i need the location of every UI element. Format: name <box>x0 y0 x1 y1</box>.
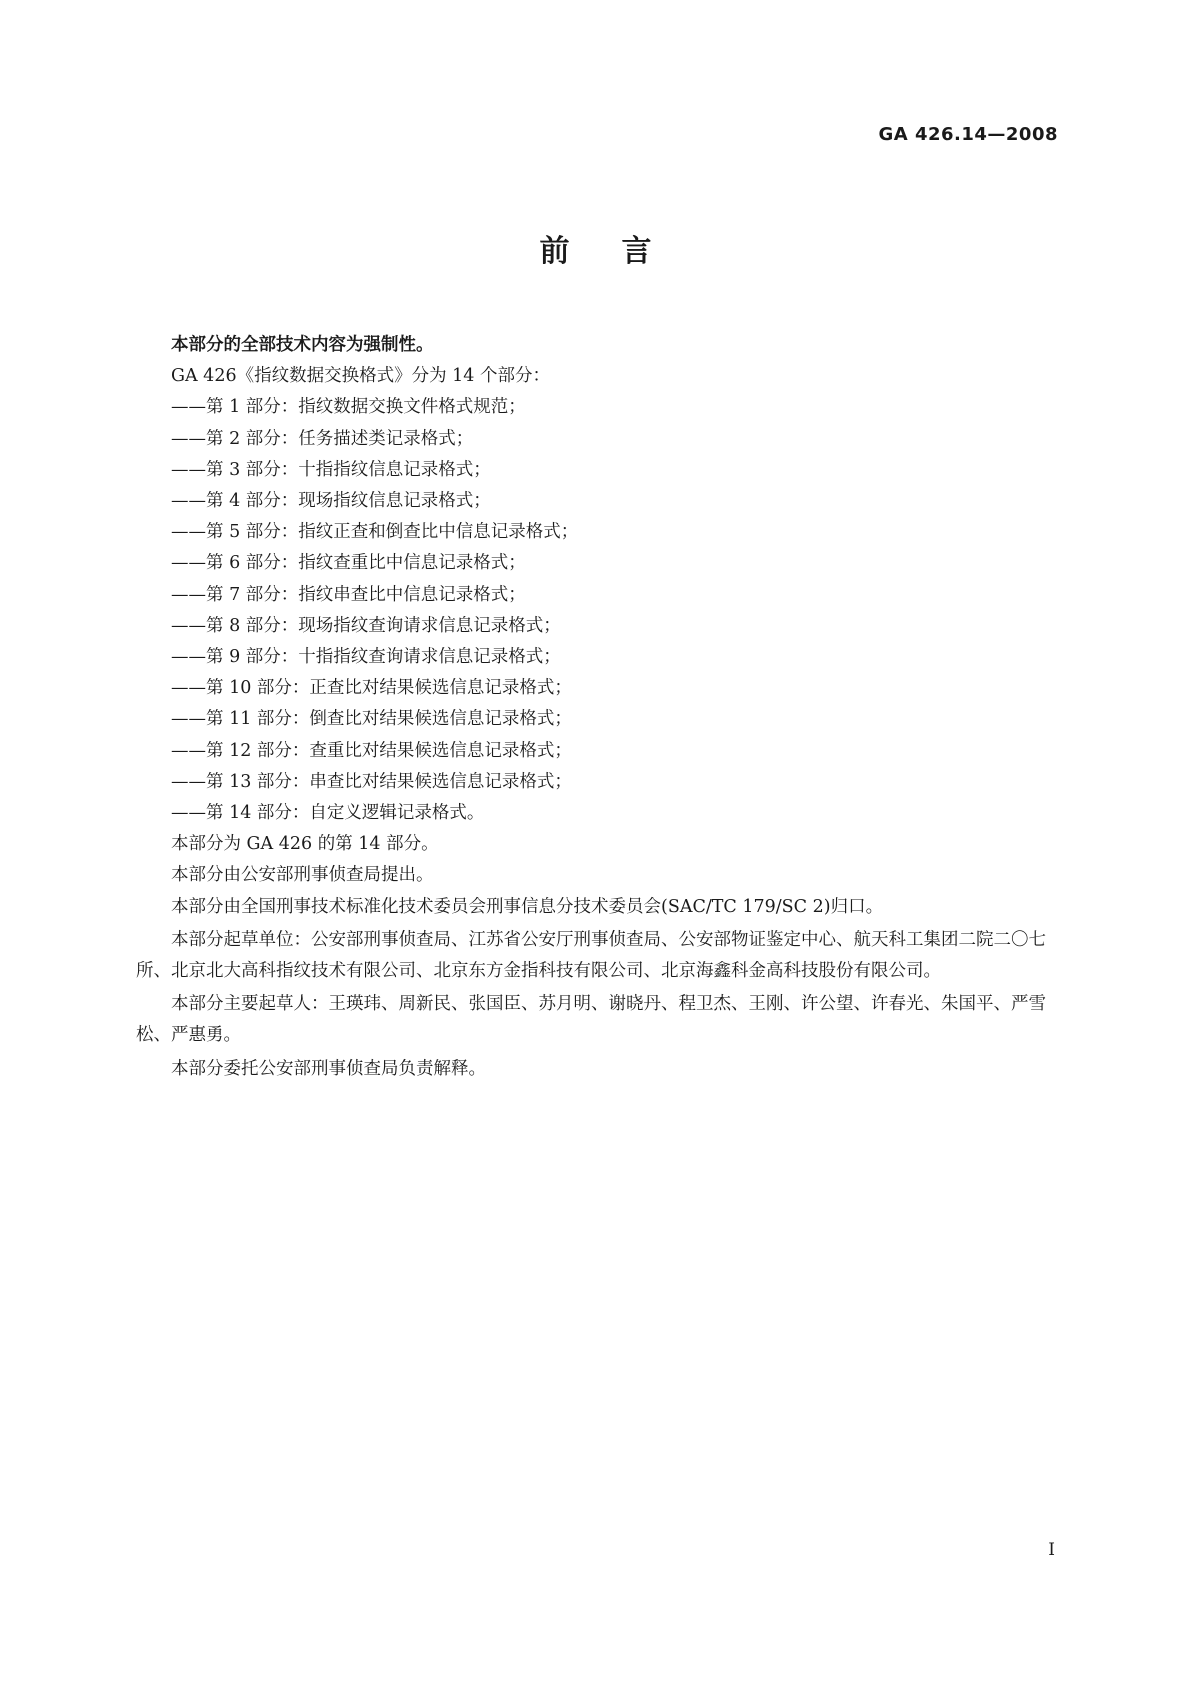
list-item: ——第 5 部分：指纹正查和倒查比中信息记录格式； <box>171 522 579 543</box>
mandatory-statement: 本部分的全部技术内容为强制性。 <box>171 335 434 355</box>
centralized-by-paragraph: 本部分由全国刑事技术标准化技术委员会刑事信息分技术委员会(SAC/TC 179/SC 2)归口。 <box>171 896 884 917</box>
list-item: ——第 4 部分：现场指纹信息记录格式； <box>171 491 491 512</box>
page-number: I <box>1048 1540 1055 1560</box>
list-item: ——第 11 部分：倒查比对结果候选信息记录格式； <box>171 709 572 730</box>
list-item: ——第 14 部分：自定义逻辑记录格式。 <box>171 803 485 824</box>
list-item: ——第 7 部分：指纹串查比中信息记录格式； <box>171 584 526 605</box>
drafting-units-paragraph: 本部分起草单位：公安部刑事侦查局、江苏省公安厅刑事侦查局、公安部物证鉴定中心、航天科工集团二院二〇七所、北京北大高科指纹技术有限公司、北京东方金指科技有限公司、北京海鑫科金高科技股份有限公司。 <box>136 929 1046 982</box>
list-item: ——第 2 部分：任务描述类记录格式； <box>171 428 474 449</box>
list-item: ——第 12 部分：查重比对结果候选信息记录格式； <box>171 740 572 761</box>
intro-paragraph: GA 426《指纹数据交换格式》分为 14 个部分： <box>171 366 550 387</box>
drafters-paragraph: 本部分主要起草人：王瑛玮、周新民、张国臣、苏月明、谢晓丹、程卫杰、王刚、许公望、许春光、朱国平、严雪松、严惠勇。 <box>136 994 1046 1046</box>
list-item: ——第 13 部分：串查比对结果候选信息记录格式； <box>171 771 572 792</box>
page-title: 前言 <box>539 234 704 269</box>
interpretation-paragraph: 本部分委托公安部刑事侦查局负责解释。 <box>171 1058 486 1079</box>
parts-list <box>136 392 1056 829</box>
list-item: ——第 6 部分：指纹查重比中信息记录格式； <box>171 553 526 574</box>
part-of-paragraph: 本部分为 GA 426 的第 14 部分。 <box>171 834 439 855</box>
list-item: ——第 3 部分：十指指纹信息记录格式； <box>171 459 491 480</box>
list-item: ——第 9 部分：十指指纹查询请求信息记录格式； <box>171 647 561 668</box>
standard-code: GA 426.14—2008 <box>878 124 1058 145</box>
proposed-by-paragraph: 本部分由公安部刑事侦查局提出。 <box>171 865 434 886</box>
list-item: ——第 10 部分：正查比对结果候选信息记录格式； <box>171 678 572 699</box>
list-item: ——第 1 部分：指纹数据交换文件格式规范； <box>171 397 526 418</box>
list-item: ——第 8 部分：现场指纹查询请求信息记录格式； <box>171 615 561 636</box>
foreword-body <box>136 330 1056 1085</box>
